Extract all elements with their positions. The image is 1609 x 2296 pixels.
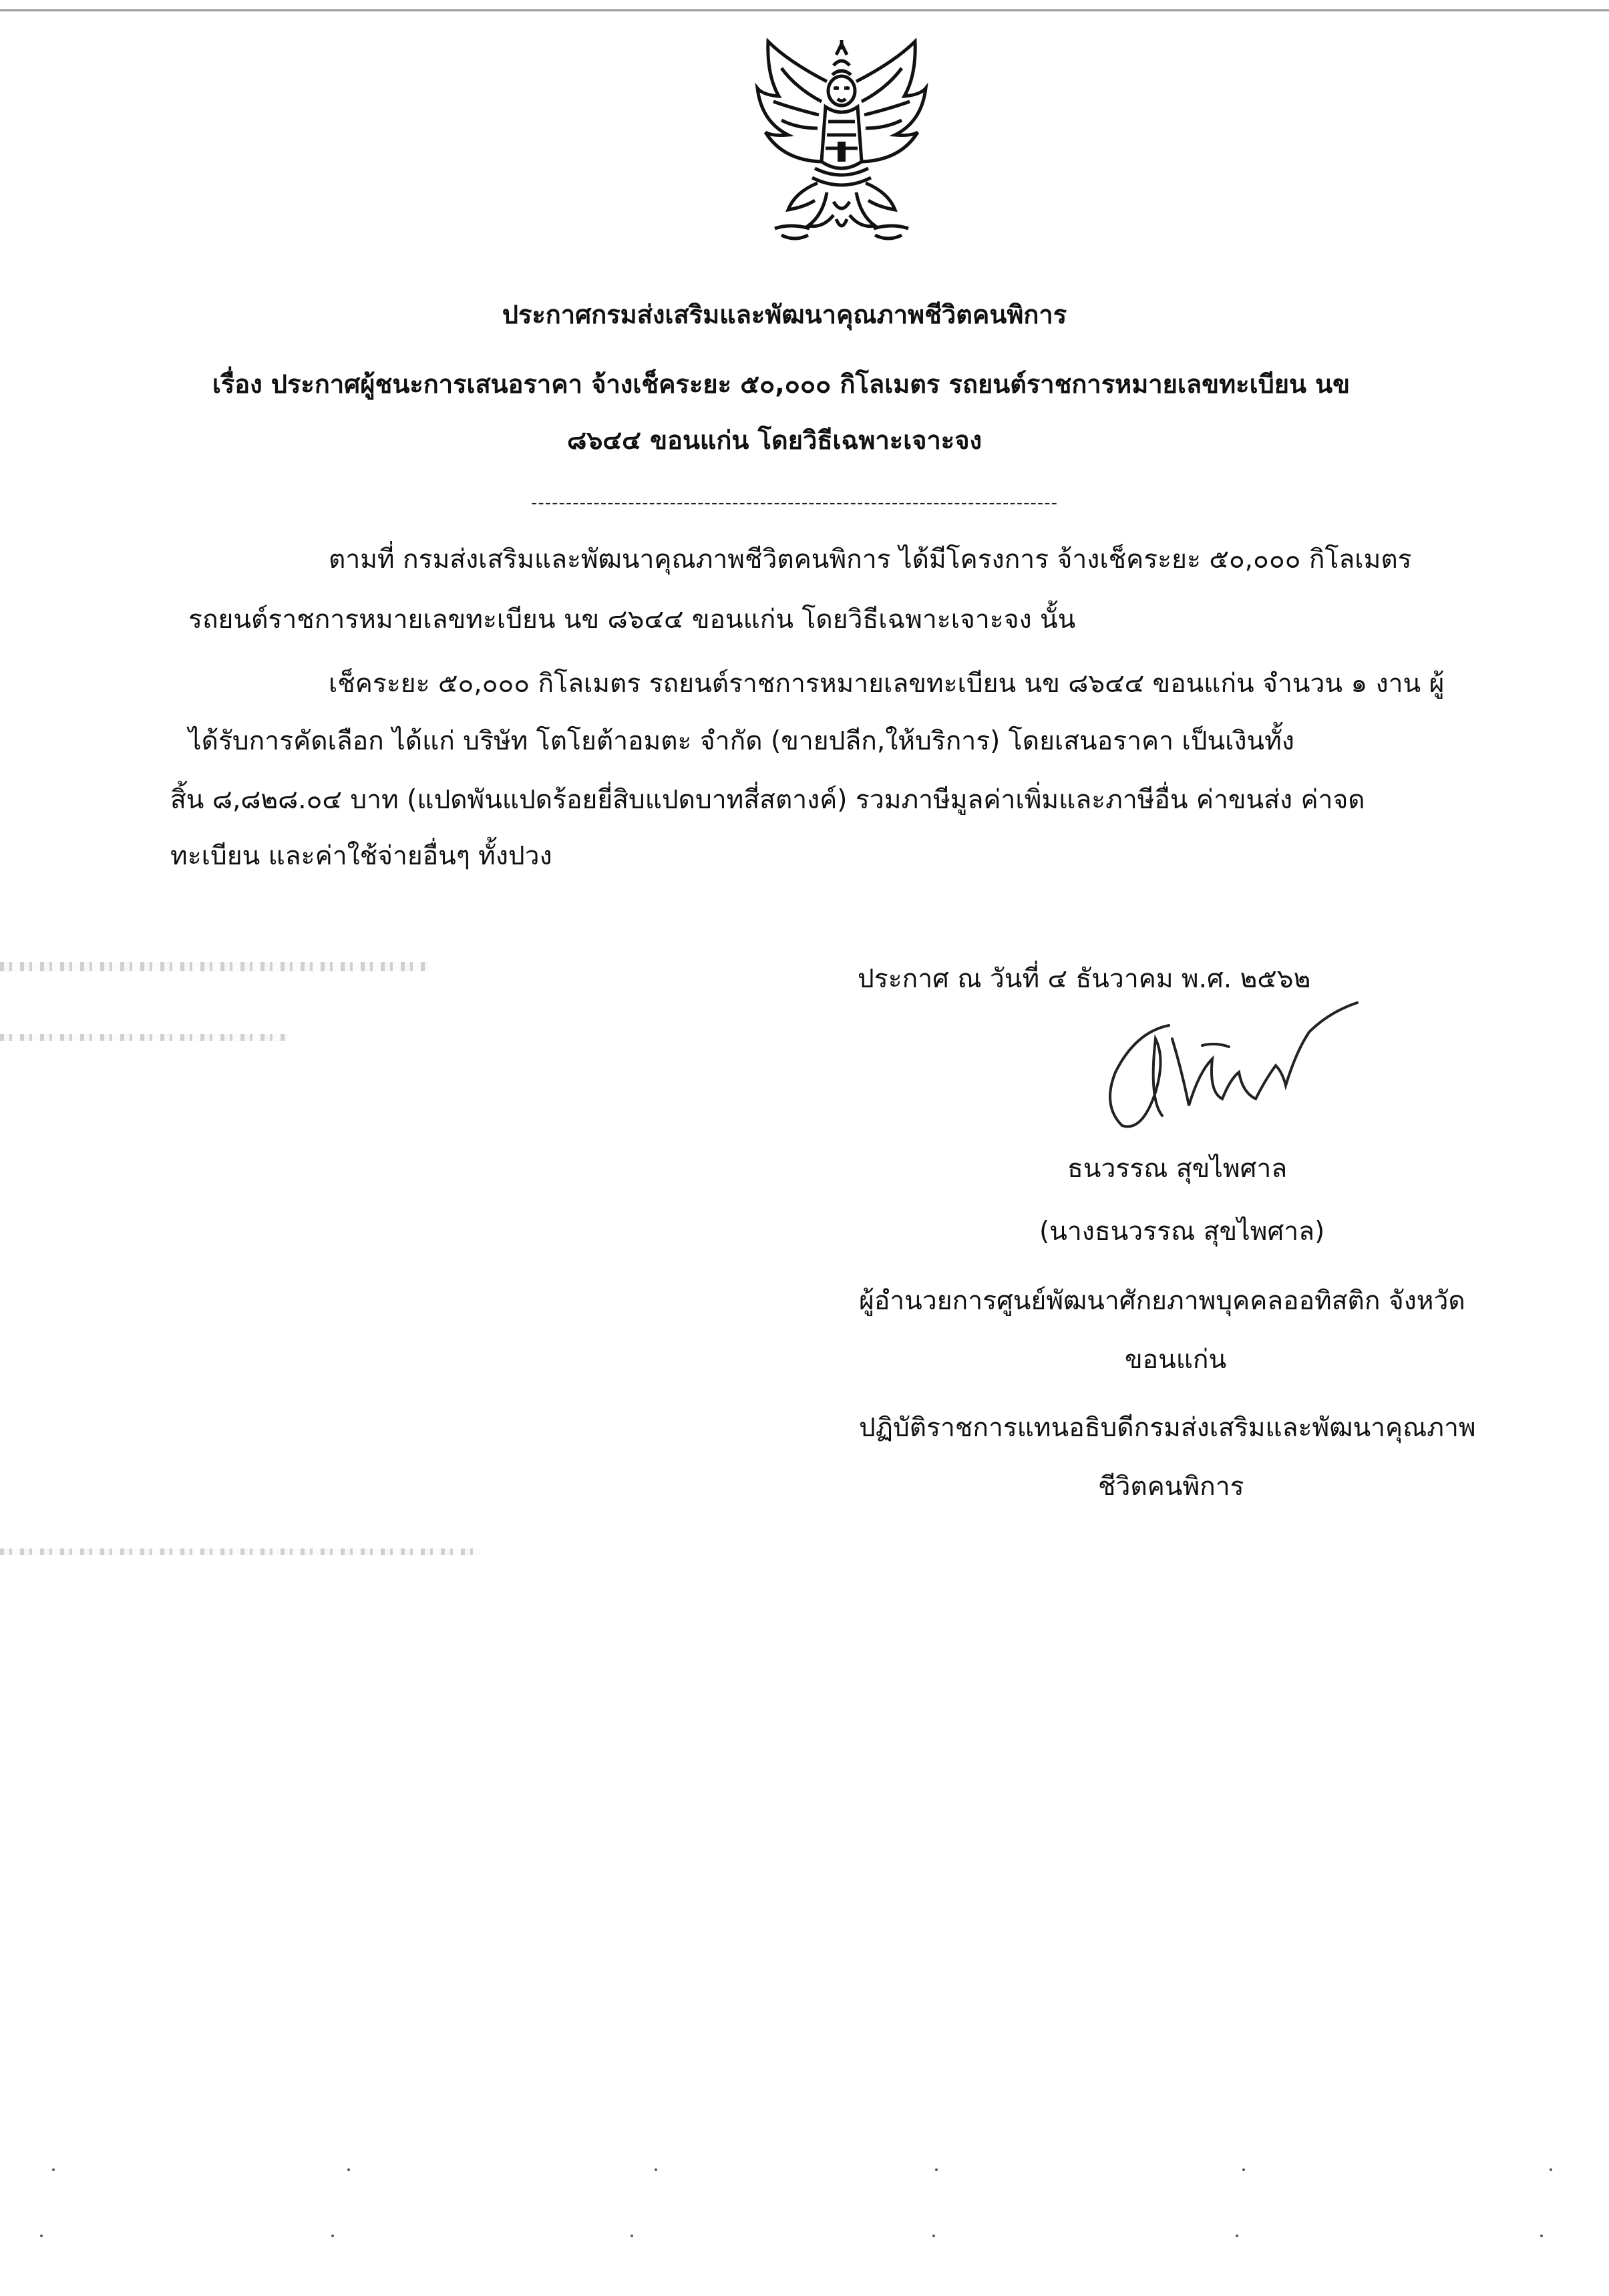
separator-line: ---------------------------------------------------------------------------- — [531, 493, 1059, 513]
scan-smudge — [0, 1548, 481, 1555]
paragraph-1-line-2: รถยนต์ราชการหมายเลขทะเบียน นข ๘๖๔๔ ขอนแก่น โดยวิธีเฉพาะเจาะจง นั้น — [188, 605, 1076, 635]
subject-line-1: เรื่อง ประกาศผู้ชนะการเสนอราคา จ้างเช็คระยะ ๕๐,๐๐๐ กิโลเมตร รถยนต์ราชการหมายเลขทะเบียน นข — [212, 369, 1351, 399]
scan-speck — [1236, 2235, 1238, 2237]
scan-speck — [655, 2168, 657, 2171]
signer-name: ธนวรรณ สุขไพศาล — [1067, 1154, 1288, 1184]
scan-speck — [631, 2235, 633, 2237]
signer-full-name: (นางธนวรรณ สุขไพศาล) — [1039, 1216, 1325, 1247]
scan-speck — [40, 2235, 43, 2237]
paragraph-1-line-1: ตามที่ กรมส่งเสริมและพัฒนาคุณภาพชีวิตคนพิการ ได้มีโครงการ จ้างเช็คระยะ ๕๐,๐๐๐ กิโลเมตร — [329, 544, 1412, 575]
paragraph-2-line-2: ได้รับการคัดเลือก ได้แก่ บริษัท โตโยต้าอมตะ จำกัด (ขายปลีก,ให้บริการ) โดยเสนอราคา เป็นเงินทั้ง — [188, 726, 1294, 756]
acting-on-behalf-line-1: ปฏิบัติราชการแทนอธิบดีกรมส่งเสริมและพัฒนาคุณภาพ — [859, 1413, 1476, 1443]
scan-top-edge — [0, 9, 1609, 11]
garuda-emblem-icon — [748, 35, 935, 255]
scan-speck — [331, 2235, 334, 2237]
paragraph-2-line-4: ทะเบียน และค่าใช้จ่ายอื่นๆ ทั้งปวง — [170, 841, 552, 871]
signer-position-line-1: ผู้อำนวยการศูนย์พัฒนาศักยภาพบุคคลออทิสติก จังหวัด — [859, 1286, 1465, 1316]
scan-speck — [52, 2168, 55, 2171]
signer-position-line-2: ขอนแก่น — [1125, 1345, 1227, 1375]
scan-speck — [347, 2168, 350, 2171]
paragraph-2-line-1: เช็คระยะ ๕๐,๐๐๐ กิโลเมตร รถยนต์ราชการหมายเลขทะเบียน นข ๘๖๔๔ ขอนแก่น จำนวน ๑ งาน ผู้ — [329, 669, 1445, 699]
scan-smudge — [0, 962, 427, 971]
subject-line-2: ๘๖๔๔ ขอนแก่น โดยวิธีเฉพาะเจาะจง — [566, 426, 982, 455]
scan-speck — [935, 2168, 938, 2171]
acting-on-behalf-line-2: ชีวิตคนพิการ — [1098, 1472, 1244, 1502]
scan-speck — [1242, 2168, 1245, 2171]
scan-speck — [1540, 2235, 1543, 2237]
scan-speck — [1550, 2168, 1552, 2171]
scan-speck — [932, 2235, 935, 2237]
announcement-date: ประกาศ ณ วันที่ ๔ ธันวาคม พ.ศ. ๒๕๖๒ — [858, 964, 1311, 994]
handwritten-signature — [1055, 999, 1369, 1146]
paragraph-2-line-3: สิ้น ๘,๘๒๘.๐๔ บาท (แปดพันแปดร้อยยี่สิบแปดบาทสี่สตางค์) รวมภาษีมูลค่าเพิ่มและภาษีอื่น ค่าขนส่ง ค่าจด — [170, 785, 1365, 815]
announcement-title: ประกาศกรมส่งเสริมและพัฒนาคุณภาพชีวิตคนพิการ — [502, 300, 1067, 329]
scan-smudge — [0, 1034, 287, 1041]
